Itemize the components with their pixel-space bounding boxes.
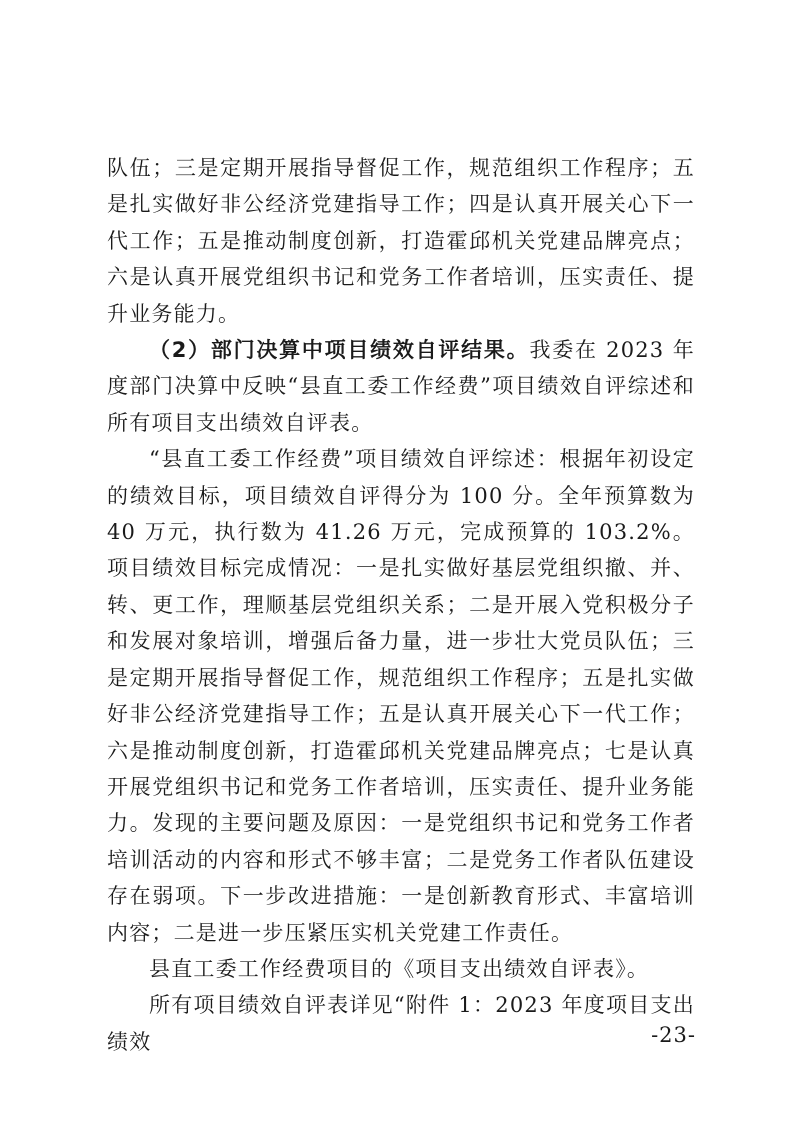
paragraph-attachment-reference: 所有项目绩效自评表详见“附件 1：2023 年度项目支出绩效 (107, 993, 695, 1054)
document-body (107, 150, 695, 1060)
paragraph-performance-results-text: 我委在 2023 年度部门决算中反映“县直工委工作经费”项目绩效自评综述和所有项目支出绩效自评表。 (107, 338, 696, 435)
paragraph-self-evaluation-table: 县直工委工作经费项目的《项目支出绩效自评表》。 (149, 956, 650, 981)
section-heading: （2）部门决算中项目绩效自评结果。 (149, 338, 530, 363)
paragraph-performance-results (107, 332, 695, 441)
page-number: -23- (651, 1023, 696, 1047)
paragraph-party-work-continuation: 队伍；三是定期开展指导督促工作，规范组织工作程序；五是扎实做好非公经济党建指导工作；四是认真开展关心下一代工作；五是推动制度创新，打造霍邱机关党建品牌亮点；六是认真开展党组织书记和党务工作者培训，压实责任、提升业务能力。 (107, 156, 695, 326)
paragraph-project-summary: “县直工委工作经费”项目绩效自评综述：根据年初设定的绩效目标，项目绩效自评得分为 100 分。全年预算数为 40 万元，执行数为 41.26 万元，完成预算的 103.2%。项目绩效目标完成情况：一是扎实做好基层党组织撤、并、转、更工作，理顺基层党组织关系；二是开展入党积极分子和发展对象培训，增强后备力量，进一步壮大党员队伍；三是定期开展指导督促工作，规范组织工作程序；五是扎实做好非公经济党建指导工作；五是认真开展关心下一代工作；六是推动制度创新，打造霍邱机关党建品牌亮点；七是认真开展党组织书记和党务工作者培训，压实责任、提升业务能力。发现的主要问题及原因：一是党组织书记和党务工作者培训活动的内容和形式不够丰富；二是党务工作者队伍建设存在弱项。下一步改进措施：一是创新教育形式、丰富培训内容；二是进一步压紧压实机关党建工作责任。 (107, 447, 695, 945)
